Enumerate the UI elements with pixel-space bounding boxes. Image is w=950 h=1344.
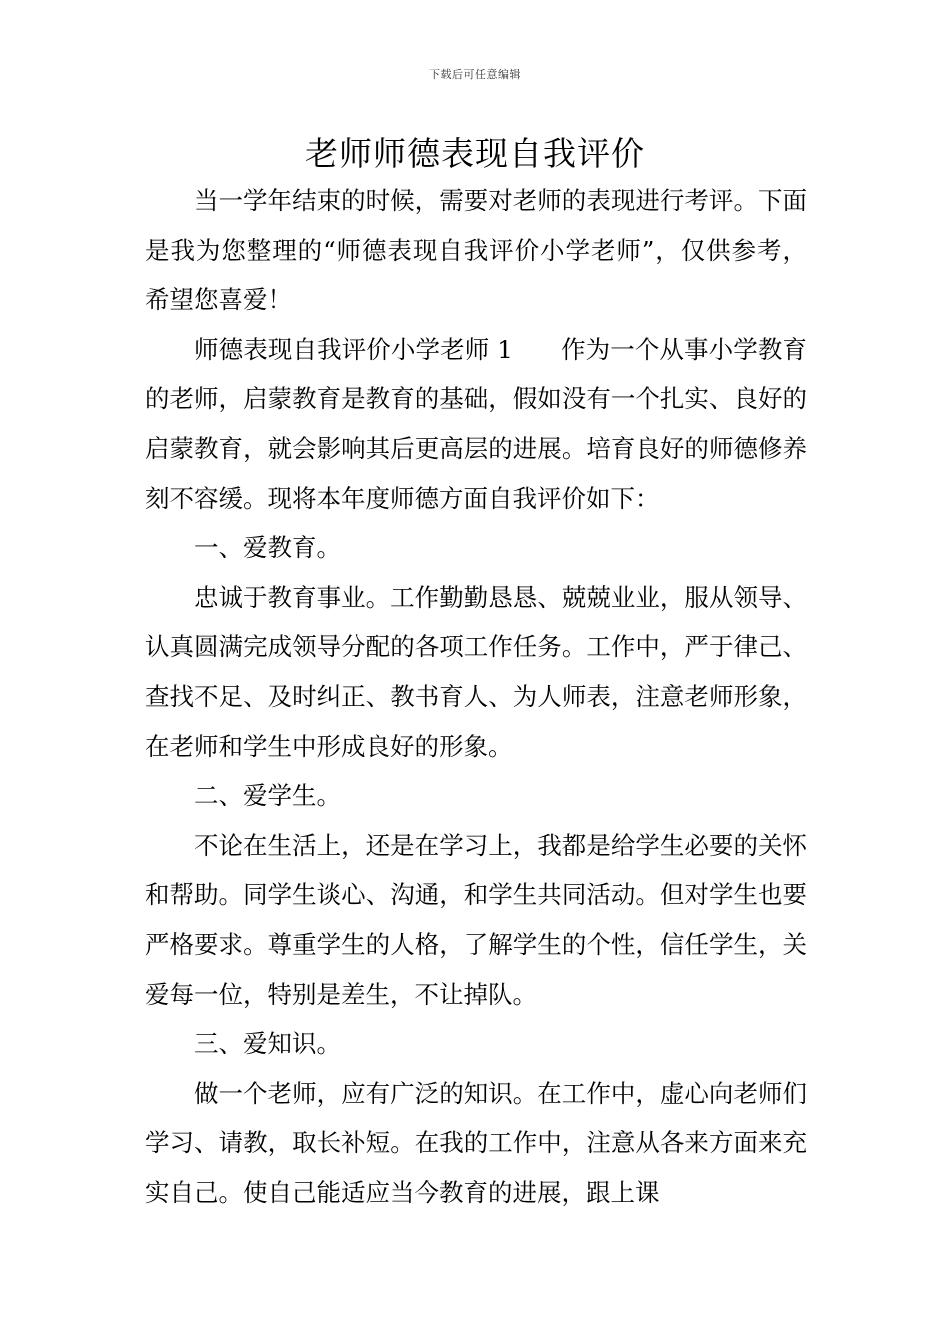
heading-love-knowledge: 三、爱知识。: [194, 1029, 341, 1059]
page-title: 老师师德表现自我评价: [305, 134, 645, 173]
paragraph-love-knowledge: 做一个老师，应有广泛的知识。在工作中，虚心向老师们学习、请教，取长补短。在我的工作中，注意从各来方面来充实自己。使自己能适应当今教育的进展，跟上课: [145, 1078, 807, 1207]
paragraph-love-students: 不论在生活上，还是在学习上，我都是给学生必要的关怀和帮助。同学生谈心、沟通，和学生共同活动。但对学生也要严格要求。尊重学生的人格，了解学生的个性，信任学生，关爱每一位，特别是差生，不让掉队。: [145, 830, 807, 1009]
section-title: 师德表现自我评价小学老师 1: [194, 334, 513, 364]
section-paragraph: [145, 325, 807, 523]
heading-love-students: 二、爱学生。: [194, 781, 341, 811]
section-intro: 作为一个从事小学教育的老师，启蒙教育是教育的基础，假如没有一个扎实、良好的启蒙教育，就会影响其后更高层的进展。培育良好的师德修养刻不容缓。现将本年度师德方面自我评价如下：: [145, 334, 807, 513]
paragraph-love-education: 忠诚于教育事业。工作勤勤恳恳、兢兢业业，服从领导、认真圆满完成领导分配的各项工作任务。工作中，严于律己、查找不足、及时纠正、教书育人、为人师表，注意老师形象，在老师和学生中形成良好的形象。: [145, 582, 807, 761]
intro-paragraph: 当一学年结束的时候，需要对老师的表现进行考评。下面是我为您整理的“师德表现自我评价小学老师”，仅供参考，希望您喜爱！: [145, 186, 807, 315]
document-body: [145, 176, 807, 1217]
header-note: 下载后可任意编辑: [429, 68, 521, 81]
heading-love-education: 一、爱教育。: [194, 533, 341, 563]
